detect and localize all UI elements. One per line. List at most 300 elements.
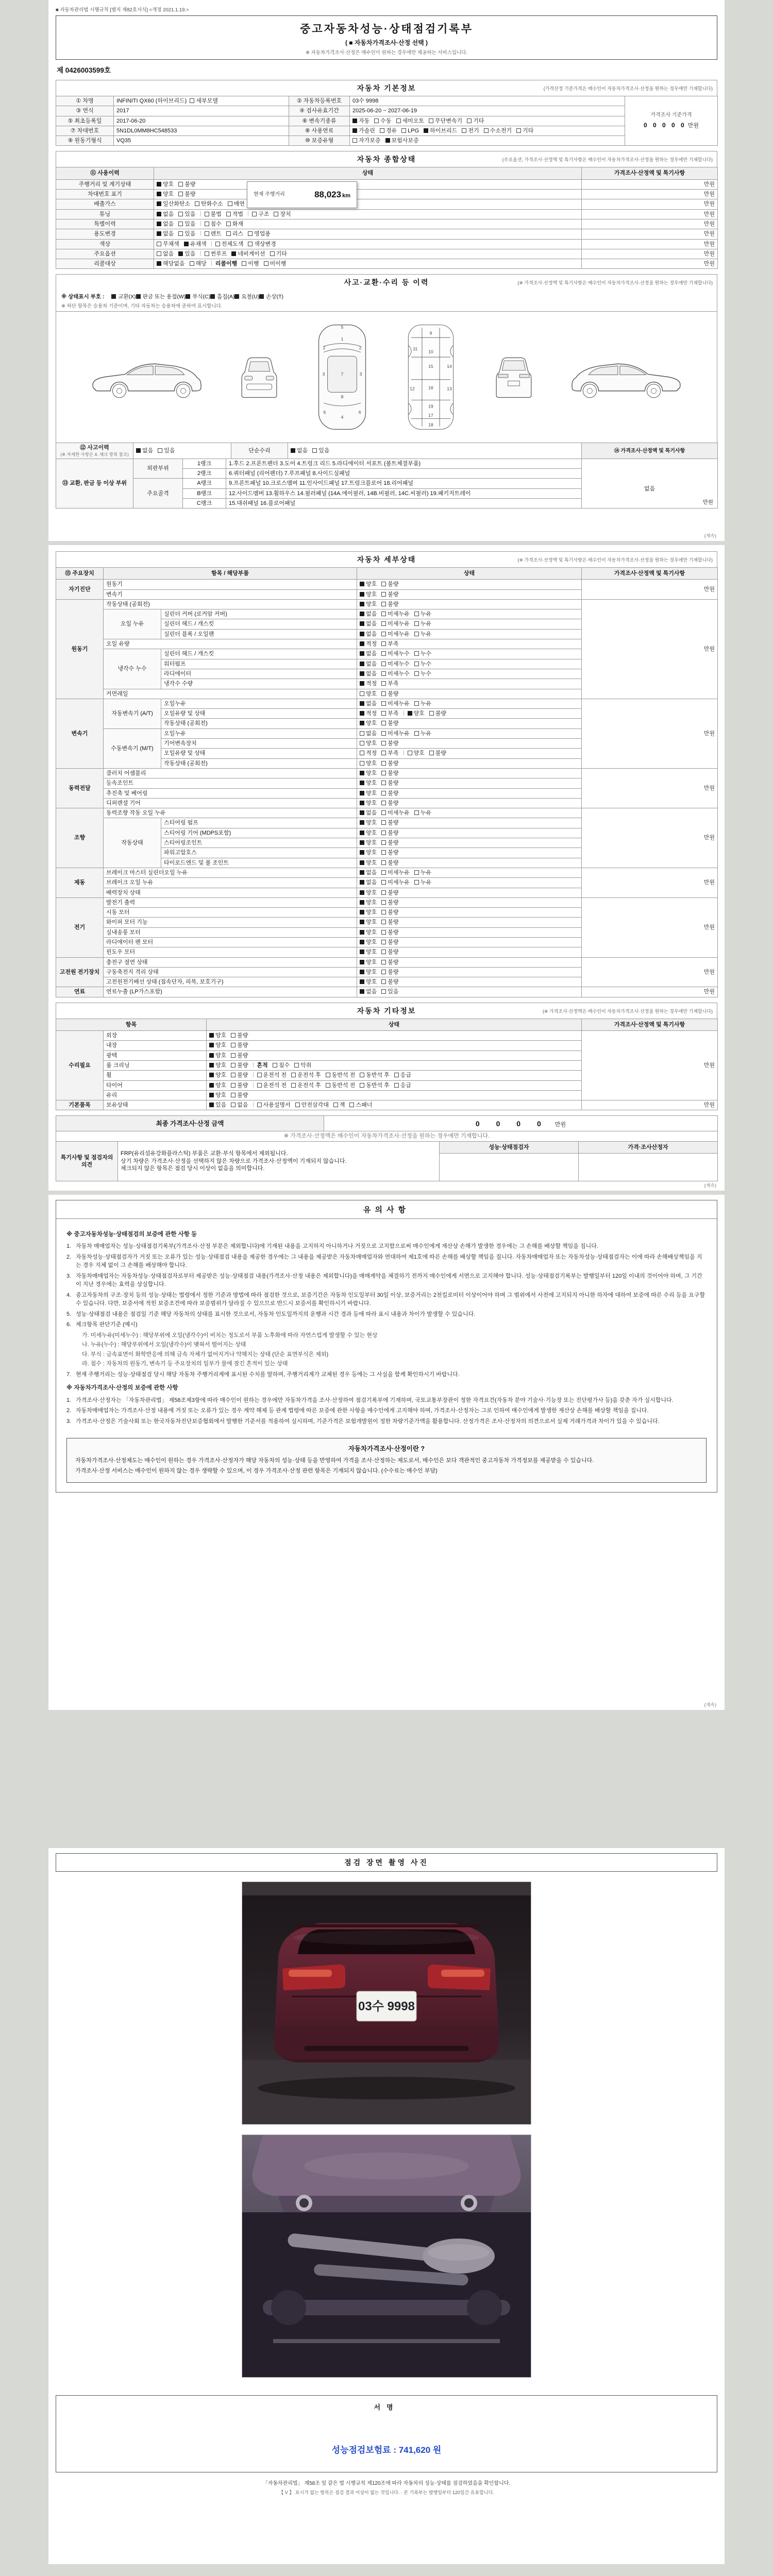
checkbox-unchecked — [231, 1073, 236, 1077]
checkbox-unchecked — [381, 771, 386, 775]
option-label: 기타 — [276, 250, 287, 257]
group-separator — [253, 1072, 254, 1077]
item-state-cell — [357, 977, 582, 987]
checkbox-group — [360, 949, 404, 955]
item-name: 동력조향 작동 오일 누유 — [104, 808, 357, 818]
item-name: 클러치 어셈블리 — [104, 768, 357, 778]
checkbox-option — [414, 611, 431, 617]
device-name: 고전원 전기장치 — [56, 957, 104, 987]
option-label: 미세누유 — [388, 879, 410, 886]
basic-row-1 — [56, 96, 718, 106]
checkbox-option — [381, 740, 398, 747]
item-state-cell — [357, 818, 582, 828]
checkbox-unchecked — [381, 761, 386, 766]
checkbox-option — [360, 870, 377, 876]
option-label: 양호 — [366, 949, 377, 956]
fuel-options — [350, 126, 625, 135]
device-name: 조향 — [56, 808, 104, 868]
checkbox-option — [360, 840, 377, 846]
first-reg-value: 2017-06-20 — [114, 116, 289, 126]
option-label: 없음 — [163, 231, 174, 238]
checkbox-unchecked — [360, 1073, 364, 1077]
item-state-cell — [357, 828, 582, 838]
checkbox-unchecked — [205, 222, 209, 226]
checkbox-unchecked — [429, 751, 434, 755]
checkbox-option — [294, 1062, 311, 1069]
checkbox-option — [360, 879, 377, 886]
item-state-cell — [357, 878, 582, 888]
base-price-value: 0 0 0 0 0 — [643, 122, 686, 129]
option-label: 누유 — [420, 631, 432, 637]
checkbox-option — [374, 118, 391, 124]
checkbox-option — [381, 671, 410, 677]
etc-table — [56, 1019, 718, 1111]
checkbox-unchecked — [429, 118, 433, 123]
rank-2-items: 6.쿼터패널 (리어펜더) 7.루프패널 8.사이드실패널 — [226, 469, 582, 479]
option-label: 미세누유 — [388, 611, 410, 618]
checkbox-group — [360, 850, 404, 856]
state-symbol-legend — [56, 290, 717, 312]
checkbox-option — [349, 1102, 372, 1108]
checkbox-option — [381, 701, 410, 707]
option-label: 미세누수 — [388, 651, 410, 657]
option-label: 미이행 — [270, 261, 287, 267]
checkbox-option — [352, 138, 381, 144]
final-price-value-cell — [324, 1116, 718, 1131]
checkbox-checked — [360, 840, 364, 845]
checkbox-unchecked — [381, 870, 386, 875]
option-label: 없음 — [366, 611, 377, 618]
final-price-unit: 만원 — [554, 1121, 566, 1128]
insurance-premium — [56, 2443, 717, 2455]
option-label: 세미오토 — [402, 117, 425, 124]
option-label: 불량 — [237, 1072, 248, 1079]
checkbox-unchecked — [381, 651, 386, 656]
item-state-cell — [357, 858, 582, 868]
checkbox-checked — [178, 251, 183, 256]
basic-info-title: 자동차 기본정보 — [357, 84, 416, 92]
checkbox-unchecked — [414, 632, 419, 636]
checkbox-option — [381, 760, 398, 767]
current-mileage-unit: km — [342, 192, 350, 199]
checkbox-checked — [360, 711, 364, 716]
item-name: 광택 — [104, 1050, 207, 1060]
option-label: 탄화수소 — [201, 201, 223, 208]
svg-text:3: 3 — [322, 371, 325, 377]
usage-item-label: 용도변경 — [56, 229, 154, 239]
warranty-options — [350, 136, 625, 146]
option-label: 양호 — [366, 829, 377, 836]
document-subtitle: ( ■ 자동차가격조사·산정 선택 ) — [345, 39, 428, 46]
checkbox-option — [215, 241, 244, 247]
final-price-note-row — [56, 1131, 718, 1141]
checkbox-option — [248, 231, 271, 237]
item-state-cell — [357, 629, 582, 639]
notice-item — [66, 1253, 707, 1270]
legend-label: ※ 상태표시 부호 : — [61, 294, 105, 300]
item-name: 충전구 절연 상태 — [104, 957, 357, 967]
option-label: 불량 — [388, 969, 399, 975]
checkbox-unchecked — [414, 870, 419, 875]
checkbox-option — [381, 691, 398, 697]
checkbox-option — [381, 750, 398, 756]
svg-text:3: 3 — [359, 371, 362, 377]
option-label: 양호 — [215, 1092, 227, 1098]
document-subnote: ※ 자동차가격조사·산정은 매수인이 원하는 경우에만 제공하는 서비스입니다. — [305, 50, 468, 56]
notice-body — [56, 1219, 717, 1430]
checkbox-option — [360, 919, 377, 925]
usage-item-label: 배출가스 — [56, 199, 154, 209]
inspection-period-value: 2025-06-20 ~ 2027-06-19 — [350, 106, 625, 116]
comprehensive-row — [56, 219, 718, 229]
checkbox-option — [178, 211, 195, 217]
checkbox-group — [360, 651, 436, 657]
checkbox-group — [352, 128, 538, 134]
checkbox-checked — [360, 632, 364, 636]
checkbox-unchecked — [381, 711, 386, 716]
notice-sub-item: 다. 부식 : 금속표면이 화학반응에 의해 금속 자체가 없어지거나 약해지는 상태 (단순 표면부식은 제외) — [82, 1351, 329, 1358]
checkbox-checked — [360, 831, 364, 835]
checkbox-option — [381, 601, 398, 607]
checkbox-option — [360, 661, 377, 667]
checkbox-unchecked — [381, 801, 386, 805]
item-state-cell — [357, 580, 582, 589]
checkbox-option — [360, 641, 377, 647]
svg-text:2: 2 — [323, 345, 326, 351]
price-cell: 만원 — [582, 580, 718, 600]
checkbox-checked — [360, 641, 364, 646]
option-label: 있음 — [184, 221, 196, 227]
option-label: 불량 — [388, 760, 399, 767]
checkbox-checked — [360, 681, 364, 686]
notice-item — [66, 1396, 707, 1405]
checkbox-unchecked — [381, 850, 386, 855]
checkbox-option — [401, 128, 419, 134]
checkbox-unchecked — [381, 979, 386, 984]
option-label: 불량 — [237, 1032, 248, 1039]
checkbox-option — [231, 1032, 248, 1039]
checkbox-option — [360, 979, 377, 985]
device-row — [56, 768, 718, 778]
checkbox-option — [394, 1072, 411, 1078]
page-continued-mark: (계속) — [704, 1702, 716, 1708]
option-label: 양호 — [366, 740, 377, 747]
notice-item — [66, 1370, 707, 1379]
svg-text:17: 17 — [428, 413, 433, 418]
checkbox-option — [157, 201, 190, 207]
usage-history-col: ⑪ 사용이력 — [56, 167, 154, 179]
notice-item-number: 2. — [66, 1408, 72, 1414]
checkbox-unchecked — [333, 1103, 338, 1107]
checkbox-group — [352, 118, 489, 124]
first-reg-label: ⑤ 최초등록일 — [56, 116, 114, 126]
accident-title: 사고·교환·수리 등 이력 — [344, 278, 429, 287]
checkbox-option — [360, 860, 377, 866]
checkbox-group — [360, 900, 404, 906]
accident-history-ref: (※ 자세한 사항은 4. 체크 항목 참조) — [60, 451, 129, 457]
checkbox-option — [360, 959, 377, 965]
checkbox-group — [360, 890, 404, 896]
basic-info-note: (가격산정 기준가격은 매수인이 자동차가격조사·산정을 원하는 경우에만 기재합니다) — [543, 86, 713, 91]
checkbox-checked — [360, 860, 364, 865]
item-name: 냉각수 수량 — [161, 679, 357, 689]
checkbox-group — [360, 591, 404, 598]
notice-item-text: 체크항목 판단기준 (예시) — [76, 1321, 138, 1328]
checkbox-unchecked — [360, 731, 364, 736]
svg-text:2: 2 — [359, 345, 362, 351]
checkbox-option — [381, 641, 398, 647]
checkbox-option — [381, 710, 398, 717]
checkbox-unchecked — [248, 242, 253, 246]
checkbox-option — [381, 850, 398, 856]
page-main-form — [48, 0, 725, 541]
checkbox-unchecked — [231, 1103, 236, 1107]
checkbox-checked — [360, 612, 364, 616]
checkbox-option — [360, 591, 377, 598]
checkbox-unchecked — [381, 691, 386, 696]
page-detail-state — [48, 545, 725, 1191]
group-separator — [253, 1062, 254, 1067]
checkbox-option — [381, 651, 410, 657]
checkbox-option — [381, 780, 398, 786]
option-label: 무채색 — [163, 241, 179, 247]
legend-item-label: 교환(X) — [118, 294, 136, 300]
checkbox-unchecked — [414, 731, 419, 736]
checkbox-option — [381, 631, 410, 637]
option-label: 침수 — [278, 1062, 290, 1069]
checkbox-unchecked — [157, 242, 161, 246]
item-name: 작동상태 (공회전) — [104, 599, 357, 609]
option-label: 자가보증 — [359, 138, 381, 144]
option-label: 운전석 후 — [297, 1072, 321, 1079]
car-name-text: INFINITI QX60 (하이브리드) — [116, 98, 187, 104]
option-label: 누유 — [420, 810, 432, 817]
checkbox-unchecked — [273, 1063, 277, 1067]
detail-head-row — [56, 568, 718, 580]
checkbox-group — [360, 969, 404, 975]
item-state-cell — [357, 927, 582, 937]
checkbox-checked — [360, 621, 364, 626]
legend-symbol-square — [186, 294, 190, 299]
legend-item-label: 부식(C) — [192, 294, 211, 300]
option-label: 네비게이션 — [238, 250, 265, 257]
usage-state-cell — [154, 190, 582, 199]
option-label: 부족 — [388, 641, 399, 648]
checkbox-option — [360, 731, 377, 737]
vin-label: ⑦ 차대번호 — [56, 126, 114, 135]
price-cell: 만원 — [582, 239, 718, 249]
item-state-cell — [357, 649, 582, 659]
option-label: 없음 — [163, 221, 174, 227]
item-state-cell — [357, 897, 582, 907]
option-label: 이행 — [248, 261, 259, 267]
svg-text:9: 9 — [429, 330, 432, 336]
notice-item-text: 중고자동차의 구조·장치 등의 성능·상태는 법령에서 정한 기준과 방법에 따라 점검한 것으로, 보증기간은 자동차 인도일부터 30일 이상, 보증거리는 2천킬로미터 이상이어야 하며 그 범위에서 사전에 고지되지 아니한 하자에 대하여 보증에 따른 수리 등을 요구할 수 있습니다. 다만, 보증서에 적힌 보증조건에 따라 보증범위가 달라질 수 있으므로 반드시 보증서를 확인하시기 바랍니다. — [76, 1292, 705, 1307]
option-label: 없음 — [142, 447, 154, 454]
price-cell: 만원 — [582, 179, 718, 189]
opinion-label: 특기사항 및 점검자의 의견 — [56, 1141, 118, 1181]
car-name-label: ① 차명 — [56, 96, 114, 106]
checkbox-unchecked — [231, 1083, 236, 1088]
option-label: 불량 — [388, 790, 399, 796]
checkbox-unchecked — [414, 621, 419, 626]
checkbox-option — [381, 949, 398, 955]
checkbox-option — [414, 810, 431, 816]
item-state-cell — [357, 768, 582, 778]
option-label: 누유 — [420, 621, 432, 628]
option-label: 있음 — [318, 447, 330, 454]
option-label: 양호 — [366, 929, 377, 936]
form-reference: ■ 자동차관리법 시행규칙 [별지 제82호서식] <개정 2021.1.19.> — [56, 7, 189, 13]
option-label: 불량 — [388, 601, 399, 607]
item-name: 오일누유 — [161, 699, 357, 708]
checkbox-unchecked — [205, 251, 209, 256]
basic-row-3 — [56, 116, 718, 126]
checkbox-unchecked — [381, 681, 386, 686]
exchange-parts-label: ⑬ 교환, 판금 등 이상 부위 — [56, 459, 133, 508]
checkbox-checked — [360, 900, 364, 905]
footer-note: 【 V 】 표시가 없는 항목은 점검 결과 이상이 없는 것입니다. · 본 기록부는 발행일부터 120일간 유효합니다. — [279, 2490, 494, 2496]
usage-state-cell — [154, 209, 582, 219]
option-label: 적정 — [366, 681, 377, 687]
checkbox-option — [360, 701, 377, 707]
checkbox-group — [360, 800, 404, 806]
item-name: 발전기 출력 — [104, 897, 357, 907]
svg-text:18: 18 — [428, 422, 433, 428]
section-accident — [56, 274, 717, 509]
option-label: 미세누수 — [388, 660, 410, 667]
option-label: 적정 — [366, 641, 377, 648]
item-name: 타이로드엔드 및 볼 조인트 — [161, 858, 357, 868]
checkbox-option — [381, 989, 398, 995]
checkbox-unchecked — [414, 662, 419, 666]
checkbox-option — [381, 909, 398, 916]
item-name: 오일 유량 — [104, 639, 357, 649]
checkbox-option — [352, 128, 375, 134]
option-label: 적법 — [232, 211, 244, 217]
item-name: 외장 — [104, 1031, 207, 1041]
checkbox-checked — [360, 970, 364, 974]
checkbox-group — [209, 1102, 377, 1108]
option-label: 양호 — [366, 690, 377, 697]
checkbox-option — [360, 949, 377, 955]
group-separator — [200, 231, 201, 236]
checkbox-checked — [408, 711, 412, 716]
option-label: 전기 — [468, 127, 479, 134]
checkbox-option — [381, 611, 410, 617]
item-name: 오일유량 및 상태 — [161, 749, 357, 758]
checkbox-option — [209, 1042, 226, 1048]
checkbox-group — [360, 691, 404, 697]
checkbox-group — [360, 939, 404, 945]
checkbox-group — [190, 98, 223, 104]
device-row — [56, 897, 718, 907]
price-col: 가격조사·산정액 및 특기사항 — [582, 167, 718, 179]
checkbox-group — [157, 261, 291, 267]
option-label: 미세누유 — [388, 730, 410, 737]
checkbox-unchecked — [226, 222, 231, 226]
checkbox-group — [157, 231, 275, 237]
notice-item-text: 가격조사·산정자는 「자동차관리법」 제58조제3항에 따라 매수인이 원하는 경우에만 자동차가격을 조사·산정하여 점검기록부에 기재하며, 국토교통부장관이 정한 자격요건(자동차 분야 기술사·기능장 또는 진단평가사 등)을 갖춘 자가 실시합니다. — [76, 1397, 674, 1403]
notice-item — [66, 1406, 707, 1415]
checkbox-option — [381, 890, 398, 896]
photo-underbody-wrap — [56, 2135, 717, 2380]
taillight-right — [428, 1964, 491, 1990]
option-label: 수소전기 — [490, 127, 512, 134]
checkbox-option — [231, 251, 265, 257]
price-cell: 만원 — [582, 219, 718, 229]
checkbox-unchecked — [414, 671, 419, 676]
checkbox-option — [257, 1072, 287, 1078]
checkbox-checked — [209, 1063, 214, 1067]
checkbox-option — [414, 701, 431, 707]
car-name-value — [114, 96, 289, 106]
notice-item-text: 가격조사·산정은 기술사회 또는 한국자동차진단보증협회에서 발행한 기준서를 적용하여 실시하며, 기준가격은 보험개발원이 정한 차량기준가액을 활용합니다. 산정가격은 조사·산정자의 의견으로서 실제 거래가격과 차이가 있을 수 있습니다. — [76, 1418, 660, 1425]
checkbox-unchecked — [242, 261, 246, 266]
checkbox-unchecked — [231, 1063, 236, 1067]
legend-note: ※ 하단 항목은 승용차 기준이며, 기타 자동차는 승용차에 준하여 표시합니다. — [61, 303, 223, 310]
insurance-unit: 원 — [432, 2445, 442, 2455]
inspection-photo-underbody — [242, 2135, 531, 2377]
device-row — [56, 987, 718, 997]
checkbox-unchecked — [381, 701, 386, 706]
checkbox-option — [360, 710, 377, 717]
comprehensive-row — [56, 229, 718, 239]
checkbox-option — [178, 191, 195, 197]
checkbox-unchecked — [178, 231, 183, 236]
checkbox-group — [352, 138, 424, 144]
item-state-cell — [357, 758, 582, 768]
checkbox-group — [157, 191, 200, 197]
option-label: 누유 — [420, 879, 432, 886]
notice-item-number: 2. — [66, 1253, 72, 1260]
checkbox-group — [360, 780, 404, 786]
checkbox-option — [209, 1092, 226, 1098]
option-label: 불량 — [388, 581, 399, 588]
device-name: 원동기 — [56, 599, 104, 699]
vin-value: 5N1DL0MM8HC548533 — [114, 126, 289, 135]
item-name: 스티어링 펌프 — [161, 818, 357, 828]
checkbox-unchecked — [381, 890, 386, 895]
option-label: 미세누유 — [388, 810, 410, 817]
checkbox-unchecked — [195, 201, 199, 206]
checkbox-option — [157, 251, 174, 257]
checkbox-option — [381, 810, 410, 816]
svg-text:11: 11 — [412, 346, 417, 352]
checkbox-option — [414, 621, 431, 627]
checkbox-group — [360, 720, 404, 726]
checkbox-option — [516, 128, 533, 134]
checkbox-option — [360, 850, 377, 856]
checkbox-unchecked — [360, 741, 364, 745]
device-row — [56, 1100, 718, 1110]
option-label: 없음 — [297, 447, 308, 454]
usage-item-label: 주행거리 및 계기상태 — [56, 179, 154, 189]
svg-text:12: 12 — [409, 386, 415, 392]
item-state-cell — [357, 749, 582, 758]
checkbox-group — [209, 1092, 253, 1098]
signature-box — [56, 2395, 717, 2472]
item-state-cell — [357, 639, 582, 649]
checkbox-option — [381, 979, 398, 985]
checkbox-group — [209, 1072, 416, 1078]
opinion-line: 상기 차량은 가격조사·산정을 선택하지 않은 차량으로 가격조사·산정액이 기재되지 않습니다. — [121, 1158, 347, 1164]
option-label: 누수 — [420, 670, 432, 677]
option-label: 해당없음 — [163, 261, 185, 267]
option-label: 불량 — [435, 710, 447, 717]
price-cell: 만원 — [582, 868, 718, 897]
checkbox-option — [381, 919, 398, 925]
